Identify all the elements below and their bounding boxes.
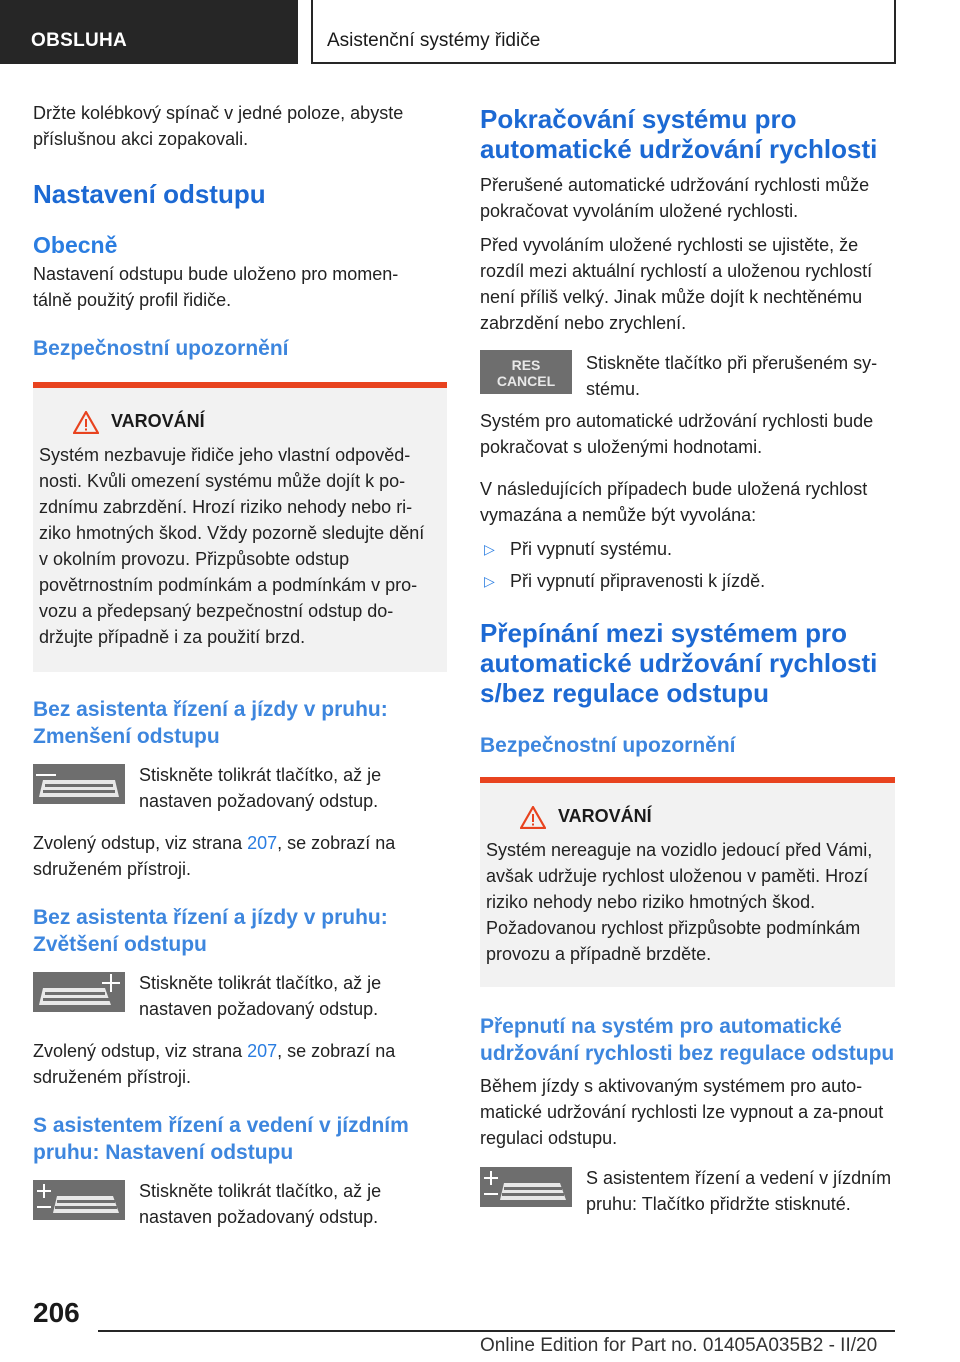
switch-button-text: S asistentem řízení a vedení v jízdním pruhu: Tlačítko přidržte stisknuté. (586, 1168, 892, 1214)
decrease-button-text: Stiskněte tolikrát tlačítko, až je nastaven požadovaný odstup. (139, 765, 382, 811)
resume-text-1: Přerušené automatické udržování rychlosti může pokračovat vyvoláním uložené rychlosti. (480, 175, 870, 221)
warning-text: Systém nezbavuje řidiče jeho vlastní odpověd‐nosti. Kvůli omezení systému může dojít k po‐zdnímu zabrzdění. Hrozí riziko nehody nebo ri‐ziko hmotných škod. Vždy pozorně sledujte dění v okolním provozu. Přizpůsobte odstup povětrnostním podmínkám a podmínkám v pro‐vozu a předepsaný bezpečnostní odstup do‐držujte případně i za použití brzd. (39, 445, 425, 647)
resume-text-3: Systém pro automatické udržování rychlosti bude pokračovat s uloženými hodnotami. (480, 411, 874, 457)
footer-divider (98, 1330, 895, 1332)
heading-decrease-distance: Bez asistenta řízení a jízdy v pruhu: Zmenšení odstupu (33, 698, 388, 748)
chapter-tab-frame (311, 0, 896, 64)
assist-distance-button-icon (480, 1167, 572, 1207)
warning-box (480, 777, 895, 987)
heading-safety-right: Bezpečnostní upozornění (480, 734, 736, 757)
bullet-triangle-icon: ▷ (484, 573, 495, 589)
heading-safety: Bezpečnostní upozornění (33, 337, 289, 360)
res-cancel-button-icon (480, 350, 572, 394)
warning-title: VAROVÁNÍ (558, 806, 652, 826)
res-button-text: Stiskněte tlačítko při přerušeném sy‐stému. (586, 353, 878, 399)
intro-text: Držte kolébkový spínač v jedné poloze, abyste příslušnou akci zopakovali. (33, 103, 404, 149)
warning-text: Systém nereaguje na vozidlo jedoucí před Vámi, avšak udržuje rychlost uloženou v paměti. Hrozí riziko nehody nebo riziko hmotných škod. Požadovanou rychlost přizpůsobte podmínkám provozu a případně brzděte. (486, 840, 873, 964)
cancel-label: CANCEL (496, 373, 556, 389)
left-column (33, 100, 447, 1230)
increase-button-row (33, 970, 447, 1022)
res-button-row (480, 350, 895, 402)
section-tab: OBSLUHA (0, 0, 298, 64)
bullet-triangle-icon: ▷ (484, 541, 495, 557)
heading-switch: Přepínání mezi systémem pro automatické udržování rychlosti s/bez regulace odstupu (480, 618, 878, 708)
distance-decrease-button-icon (33, 764, 125, 804)
footer-edition: Online Edition for Part no. 01405A035B2 - II/20 (480, 1335, 878, 1356)
with-assist-button-text: Stiskněte tolikrát tlačítko, až je nastaven požadovaný odstup. (139, 1181, 382, 1227)
heading-switch-to: Přepnutí na systém pro automatické udržování rychlosti bez regulace odstupu (480, 1015, 895, 1065)
page-number: 206 (33, 1297, 80, 1328)
heading-distance: Nastavení odstupu (33, 179, 266, 209)
heading-resume: Pokračování systému pro automatické udržování rychlosti (480, 104, 878, 164)
page-link-207[interactable]: 207 (247, 833, 278, 853)
switch-button-row (480, 1165, 895, 1217)
distance-increase-button-icon (33, 972, 125, 1012)
res-label: RES (511, 357, 541, 373)
warning-box (33, 382, 447, 672)
list-item: ▷ Při vypnutí připravenosti k jízdě. (480, 568, 895, 594)
right-column (480, 104, 895, 1217)
heading-increase-distance: Bez asistenta řízení a jízdy v pruhu: Zvětšení odstupu (33, 906, 388, 956)
heading-with-assist-distance: S asistentem řízení a vedení v jízdním pruhu: Nastavení odstupu (33, 1114, 409, 1164)
switch-text-1: Během jízdy s aktivovaným systémem pro auto‐matické udržování rychlosti lze vypnout a za‐pnout regulaci odstupu. (480, 1076, 884, 1148)
increase-reference: Zvolený odstup, viz strana 207, se zobrazí na sdruženém přístroji. (33, 1041, 396, 1087)
heading-general: Obecně (33, 232, 118, 258)
warning-triangle-icon (73, 411, 99, 434)
warning-title: VAROVÁNÍ (111, 411, 205, 431)
general-text: Nastavení odstupu bude uloženo pro momen‐tálně použitý profil řidiče. (33, 264, 399, 310)
decrease-button-row (33, 762, 447, 814)
with-assist-button-row (33, 1178, 447, 1230)
page-link-207[interactable]: 207 (247, 1041, 278, 1061)
warning-header (39, 410, 437, 436)
increase-button-text: Stiskněte tolikrát tlačítko, až je nastaven požadovaný odstup. (139, 973, 382, 1019)
page-header (0, 0, 960, 66)
warning-header (486, 805, 885, 831)
warning-triangle-icon (520, 806, 546, 829)
resume-text-4: V následujících případech bude uložená rychlost vymazána a nemůže být vyvolána: (480, 479, 868, 525)
assist-distance-button-icon (33, 1180, 125, 1220)
list-item: ▷ Při vypnutí systému. (480, 536, 895, 562)
decrease-reference: Zvolený odstup, viz strana 207, se zobrazí na sdruženém přístroji. (33, 833, 396, 879)
resume-text-2: Před vyvoláním uložené rychlosti se ujistěte, že rozdíl mezi aktuální rychlostí a uloženou rychlostí není příliš velký. Jinak může dojít k nechtěnému zabrzdění nebo zrychlení. (480, 235, 873, 333)
chapter-title: Asistenční systémy řidiče (313, 0, 894, 62)
